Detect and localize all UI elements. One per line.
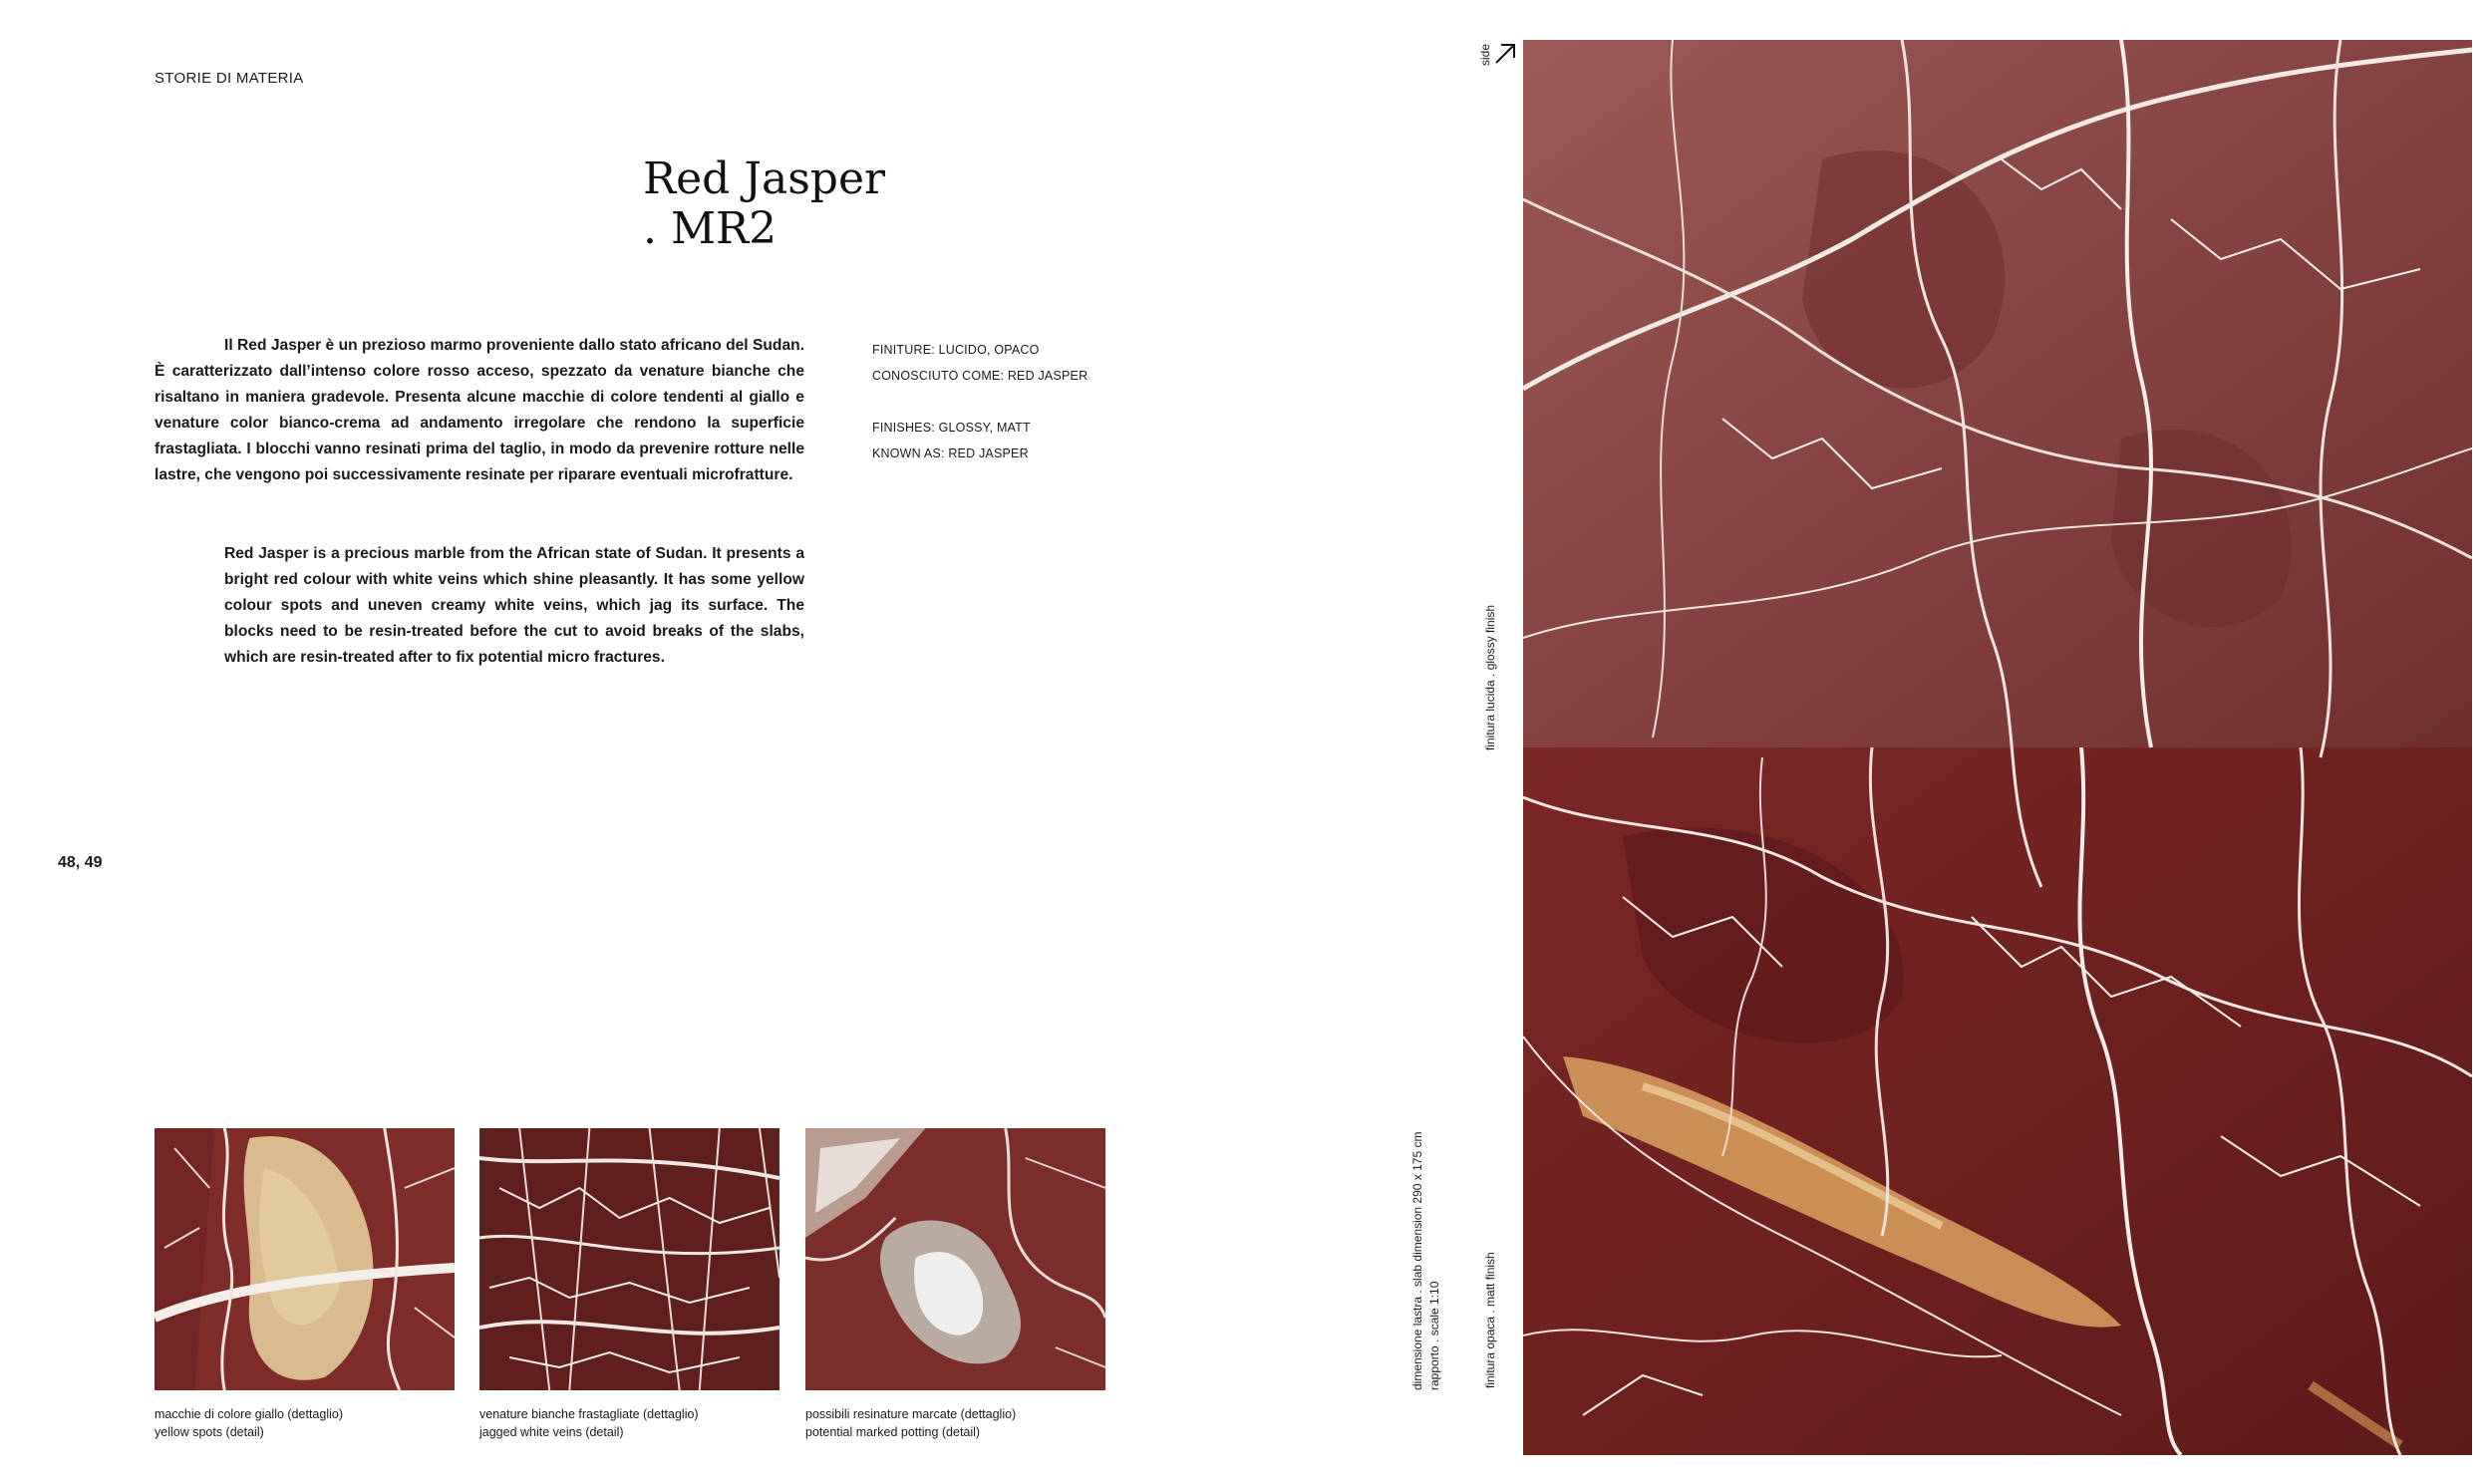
side-label: side [1478,43,1492,66]
caption-white-veins [479,1405,699,1441]
spec-finiture: FINITURE: LUCIDO, OPACO [872,343,1040,357]
spec-known-as: KNOWN AS: RED JASPER [872,446,1029,460]
description-italian: Il Red Jasper è un prezioso marmo proveniente dallo stato africano del Sudan. È caratterizzato dall’intenso colore rosso acceso, spezzato da venature bianche che risaltano in maniera gradevole. Presenta alcune macchie di colore tendenti al giallo e venature color bianco-crema ad andamento irregolare che rendono la superficie frastagliata. I blocchi vanno resinati prima del taglio, in modo da prevenire rotture nelle lastre, che vengono poi successivamente resinate per riparare eventuali microfratture. [155,337,804,483]
glossy-finish-label: finitura lucida . glossy finish [1483,604,1497,750]
description-english: Red Jasper is a precious marble from the African state of Sudan. It presents a bright red colour with white veins which shine pleasantly. It has some yellow colour spots and uneven creamy white veins, which jag its surface. The blocks need to be resin-treated before the cut to avoid breaks of the slabs, which are resin-treated after to fix potential micro fractures. [224,545,804,666]
arrow-up-right-icon [1493,42,1517,66]
caption-marked-potting [805,1405,1016,1441]
caption-it: possibili resinature marcate (dettaglio) [805,1407,1017,1421]
slab-dimension-label [1409,1132,1443,1390]
matt-finish-label: finitura opaca . matt finish [1483,1252,1497,1388]
slab-image [1523,40,2472,1455]
caption-yellow-spots [155,1405,343,1441]
scale-text: rapporto . scale 1:10 [1427,1281,1441,1390]
section-label: STORIE DI MATERIA [155,70,304,87]
detail-image-white-veins [479,1128,779,1390]
caption-en: yellow spots (detail) [155,1425,264,1439]
detail-image-yellow-spots [155,1128,455,1390]
caption-it: venature bianche frastagliate (dettaglio) [479,1407,699,1421]
page-numbers: 48, 49 [58,854,103,871]
page-title [643,154,885,254]
caption-it: macchie di colore giallo (dettaglio) [155,1407,343,1421]
dimension-text: dimensione lastra . slab dimension 290 x 175 cm [1410,1131,1424,1390]
spec-finishes: FINISHES: GLOSSY, MATT [872,421,1031,435]
detail-image-marked-potting [805,1128,1105,1390]
caption-en: potential marked potting (detail) [805,1425,981,1439]
title-line-1: Red Jasper [643,153,886,204]
spec-conosciuto: CONOSCIUTO COME: RED JASPER [872,369,1089,383]
caption-en: jagged white veins (detail) [479,1425,624,1439]
title-line-2: . MR2 [643,203,778,254]
specs-block [872,337,1088,466]
